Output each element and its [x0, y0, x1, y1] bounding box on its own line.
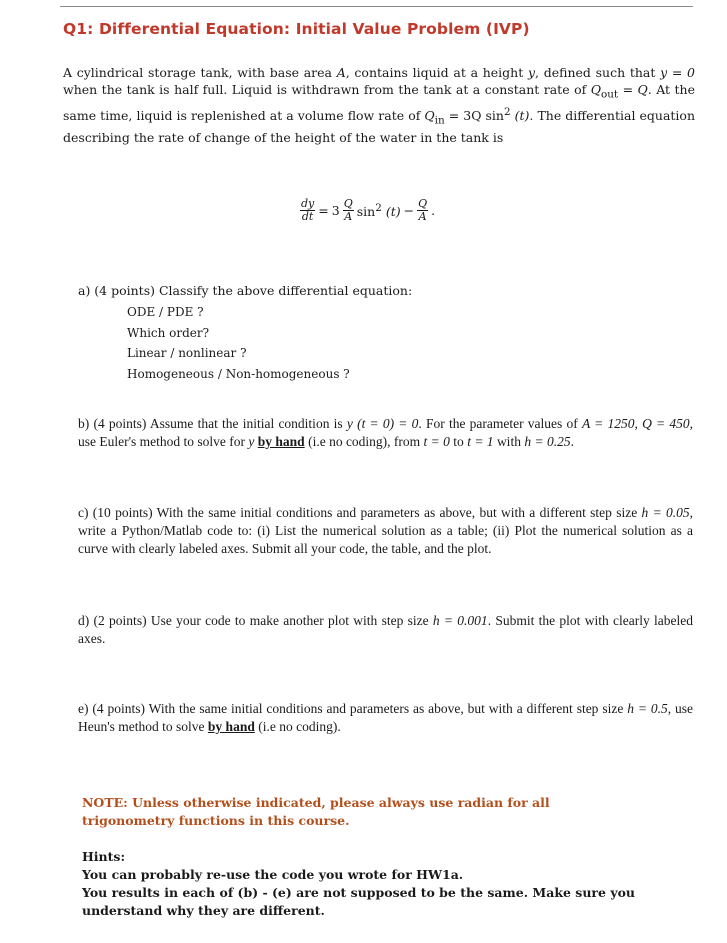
q-over-a-fraction: $\frac{Q}{A}$: [343, 197, 353, 223]
part-a-item: Linear / nonlinear ?: [127, 346, 247, 360]
differential-equation: $\frac{dy}{dt}$ = 3 $\frac{Q}{A}$ $\sin^2 (t)$ − $\frac{Q}{A}$ .: [301, 197, 436, 223]
hints-heading: Hints:: [82, 849, 126, 864]
intro-paragraph: A cylindrical storage tank, with base area A, contains liquid at a height y, defined such that y = 0 when the tank is half full. Liquid is withdrawn from the tank at a constant rate of $Q_{out} = Q$. At the same time, liquid is replenished at a volume flow rate of $Q_{in} = 3Q$ $\sin^2 (t)$. The differential equation describing the rate of change of the height of the water in the tank is: [63, 65, 695, 146]
q-over-a-fraction-2: $\frac{Q}{A}$: [418, 197, 428, 223]
hints-block: [82, 848, 682, 920]
hints-line-2: You results in each of (b) - (e) are not supposed to be the same. Make sure you understand why they are different.: [82, 885, 636, 918]
part-a-item: ODE / PDE ?: [127, 305, 204, 319]
part-e: e) (4 points) With the same initial conditions and parameters as above, but with a different step size h = 0.5, use Heun's method to solve by hand (i.e no coding).: [78, 701, 693, 734]
hints-line-1: You can probably re-use the code you wrote for HW1a.: [82, 867, 464, 882]
top-rule: [60, 6, 693, 7]
part-a-item: Which order?: [127, 325, 210, 340]
part-d: d) (2 points) Use your code to make another plot with step size h = 0.001. Submit the plot with clearly labeled axes.: [78, 613, 693, 646]
part-a-item: Homogeneous / Non-homogeneous ?: [127, 366, 350, 381]
lhs-fraction: $\frac{dy}{dt}$: [301, 197, 315, 223]
part-b: b) (4 points) Assume that the initial condition is y (t = 0) = 0. For the parameter values of A = 1250, Q = 450, use Euler's method to solve for y by hand (i.e no coding), from t = 0 to t = 1 with h = 0.25.: [78, 416, 693, 449]
page-title: Q1: Differential Equation: Initial Value Problem (IVP): [63, 20, 530, 38]
note-radian: NOTE: Unless otherwise indicated, please always use radian for all trigonometry functions in this course.: [82, 795, 550, 828]
part-a-list: [127, 302, 350, 384]
part-c: c) (10 points) With the same initial conditions and parameters as above, but with a different step size h = 0.05, write a Python/Matlab code to: (i) List the numerical solution as a table; (ii) Plot the numerical solution as a curve with clearly labeled axes. Submit all your code, the table, and the plot.: [78, 505, 693, 556]
part-a-header: a) (4 points) Classify the above differential equation:: [78, 283, 413, 298]
